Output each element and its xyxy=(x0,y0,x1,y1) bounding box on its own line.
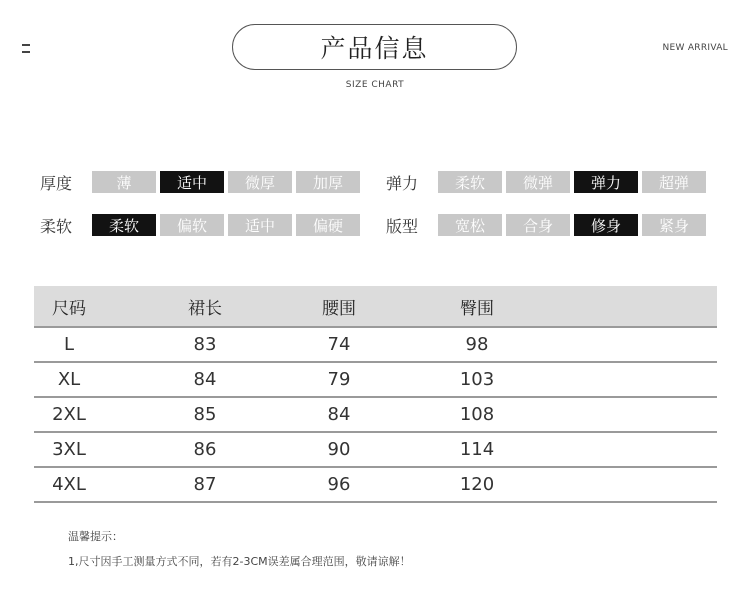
table-row xyxy=(34,468,717,503)
chip-option: 薄 xyxy=(92,171,156,193)
table-row xyxy=(34,433,717,468)
table-row xyxy=(34,398,717,433)
chip-option: 偏软 xyxy=(160,214,224,236)
attr-label: 版型 xyxy=(386,216,419,236)
chip-option-selected: 弹力 xyxy=(574,171,638,193)
attr-label: 厚度 xyxy=(40,173,73,193)
column-header: 腰围 xyxy=(322,298,356,319)
table-cell: 108 xyxy=(459,404,495,425)
chip-option: 适中 xyxy=(228,214,292,236)
chip-option: 偏硬 xyxy=(296,214,360,236)
chip-option: 宽松 xyxy=(438,214,502,236)
chip-option-selected: 修身 xyxy=(574,214,638,236)
attr-fit xyxy=(386,214,710,236)
table-cell: XL xyxy=(57,369,81,390)
table-cell: 90 xyxy=(327,439,351,460)
table-row xyxy=(34,328,717,363)
chip-option-selected: 柔软 xyxy=(92,214,156,236)
notes xyxy=(68,528,411,578)
page-subtitle: SIZE CHART xyxy=(345,80,405,90)
size-table xyxy=(34,286,717,503)
column-header: 裙长 xyxy=(188,298,222,319)
new-arrival-tag: NEW ARRIVAL xyxy=(662,43,728,53)
table-cell: 79 xyxy=(327,369,351,390)
table-cell: 4XL xyxy=(52,474,86,495)
column-header: 尺码 xyxy=(52,298,86,319)
table-cell: 84 xyxy=(193,369,217,390)
attr-elasticity xyxy=(386,171,710,193)
chip-option: 柔软 xyxy=(438,171,502,193)
attr-label: 柔软 xyxy=(40,216,73,236)
table-cell: 114 xyxy=(459,439,495,460)
table-cell: 98 xyxy=(465,334,489,355)
table-cell: 84 xyxy=(327,404,351,425)
attr-label: 弹力 xyxy=(386,173,419,193)
table-cell: 87 xyxy=(193,474,217,495)
table-cell: L xyxy=(63,334,75,355)
chip-option: 超弹 xyxy=(642,171,706,193)
page-title-text: 产品信息 xyxy=(320,34,429,63)
table-cell: 85 xyxy=(193,404,217,425)
table-cell: 103 xyxy=(459,369,495,390)
notes-title: 温馨提示： xyxy=(68,530,123,543)
table-cell: 86 xyxy=(193,439,217,460)
chip-option: 紧身 xyxy=(642,214,706,236)
chip-option: 加厚 xyxy=(296,171,360,193)
table-row xyxy=(34,363,717,398)
table-cell: 120 xyxy=(459,474,495,495)
attr-softness xyxy=(40,214,364,236)
attr-thickness xyxy=(40,171,364,193)
table-cell: 83 xyxy=(193,334,217,355)
chip-option: 微弹 xyxy=(506,171,570,193)
table-cell: 2XL xyxy=(52,404,86,425)
table-cell: 96 xyxy=(327,474,351,495)
notes-line: 1,尺寸因手工测量方式不同，若有2-3CM误差属合理范围，敬请谅解！ xyxy=(68,555,411,568)
table-header xyxy=(34,286,717,328)
chip-option-selected: 适中 xyxy=(160,171,224,193)
chip-option: 合身 xyxy=(506,214,570,236)
table-cell: 74 xyxy=(327,334,351,355)
chip-option: 微厚 xyxy=(228,171,292,193)
menu-icon[interactable] xyxy=(22,44,32,54)
table-cell: 3XL xyxy=(52,439,86,460)
column-header: 臀围 xyxy=(460,298,494,319)
page-title xyxy=(232,24,517,70)
